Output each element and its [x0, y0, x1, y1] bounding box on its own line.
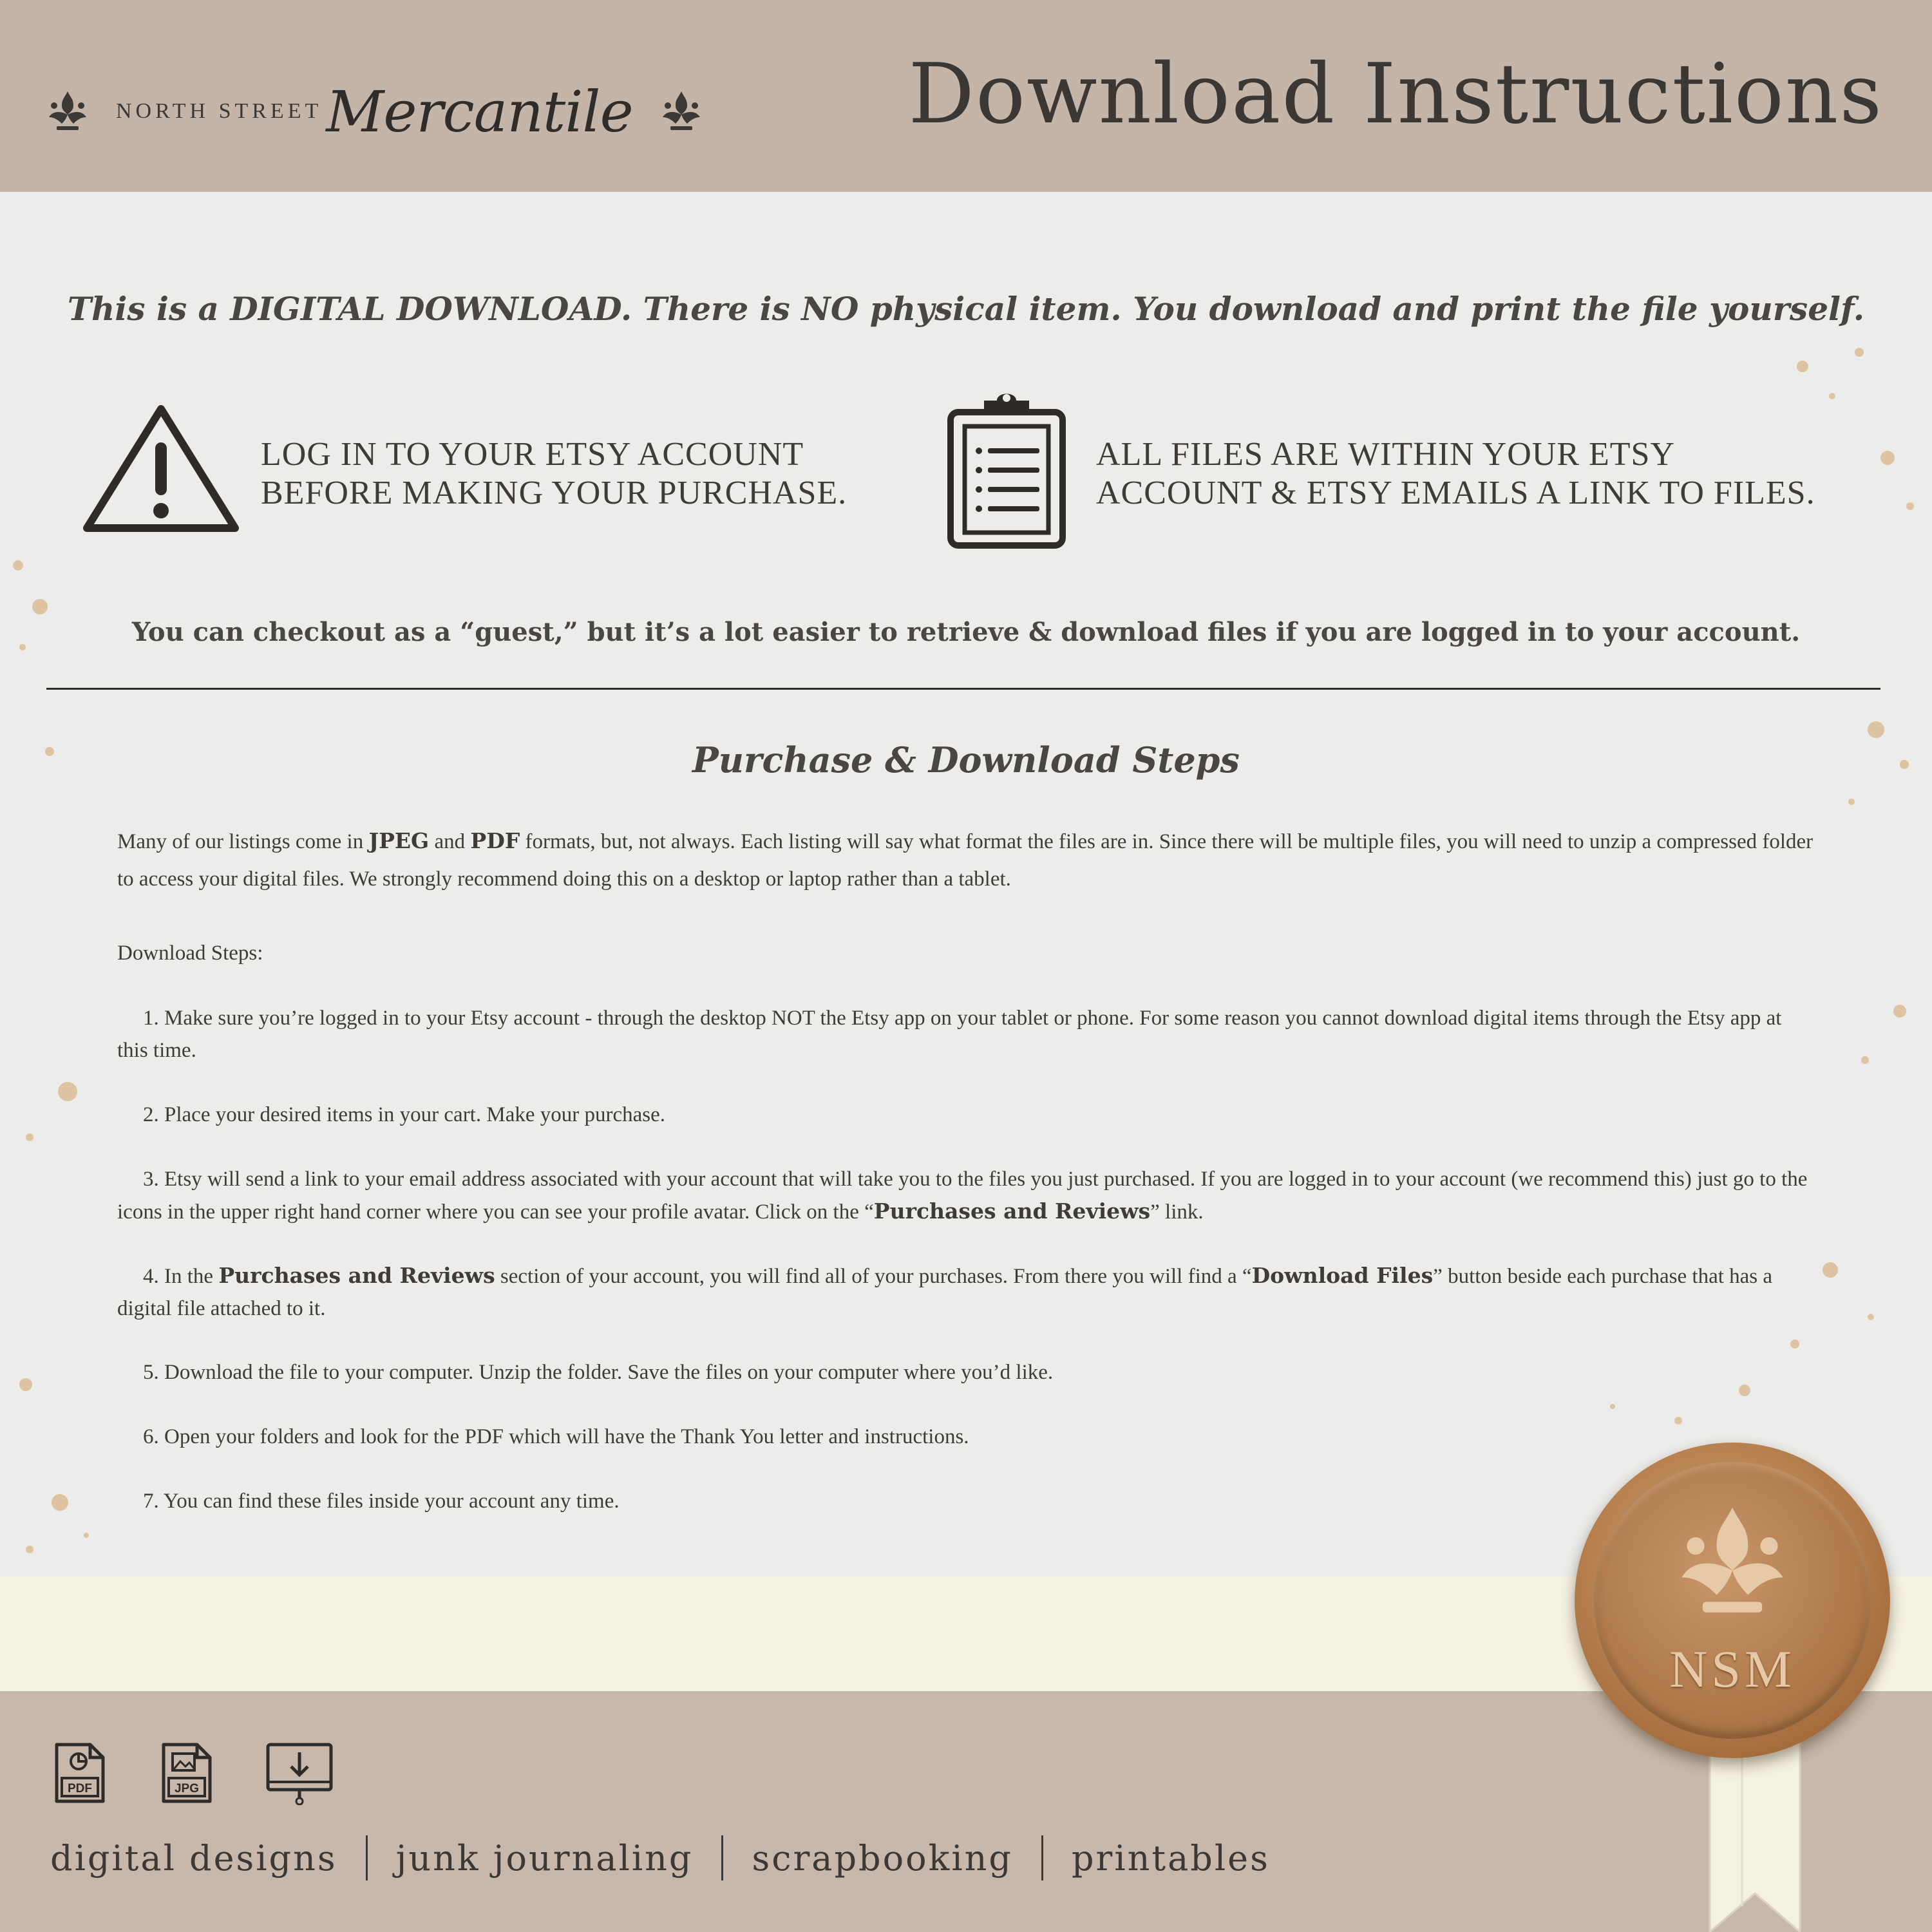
tag-scrapbooking: scrapbooking — [752, 1837, 1013, 1879]
section-title: Purchase & Download Steps — [692, 739, 1240, 781]
steps-label: Download Steps: — [117, 942, 263, 965]
step-2 — [117, 1099, 1817, 1131]
login-line-2: BEFORE MAKING YOUR PURCHASE. — [261, 475, 848, 511]
damask-right-icon — [659, 89, 704, 134]
step-7 — [117, 1485, 1817, 1517]
warning-triangle-icon — [80, 402, 242, 535]
step-1 — [117, 1002, 1817, 1066]
monitor-download-icon — [265, 1742, 334, 1805]
jpg-icon-label: JPG — [174, 1782, 200, 1795]
intro-text-1: Many of our listings come in — [117, 830, 369, 853]
brand-logo — [45, 76, 704, 147]
files-line-2: ACCOUNT & ETSY EMAILS A LINK TO FILES. — [1096, 475, 1815, 511]
step-6 — [117, 1421, 1817, 1453]
step-4-text-3: ” button beside each purchase that has a digital file attached to it. — [117, 1265, 1773, 1320]
tag-digital-designs: digital designs — [50, 1837, 337, 1879]
wax-seal — [1575, 1443, 1890, 1758]
page-title: Download Instructions — [908, 46, 1883, 142]
step-5 — [117, 1356, 1817, 1388]
digital-download-notice: This is a DIGITAL DOWNLOAD. There is NO physical item. You download and print the file yourself. — [67, 290, 1865, 328]
step-3-text-1: 3. Etsy will send a link to your email address associated with your account that will take you to the files you just purchased. If you are logged in to your account (we recommend this) just go to the icons in the upper right hand corner where you can see your profile avatar. Click on the “ — [117, 1168, 1808, 1224]
step-1-text: 1. Make sure you’re logged in to your Etsy account - through the desktop NOT the Etsy app on your tablet or phone. For some reason you cannot download digital items through the Etsy app at this time. — [117, 1007, 1782, 1062]
files-line-1: ALL FILES ARE WITHIN YOUR ETSY — [1096, 436, 1676, 473]
step-4-text-2: section of your account, you will find all of your purchases. From there you will find a “ — [495, 1265, 1252, 1288]
tag-separator — [721, 1835, 723, 1880]
tag-printables: printables — [1071, 1837, 1270, 1879]
step-3 — [117, 1163, 1817, 1228]
brand-name-small: NORTH STREET — [116, 99, 323, 123]
login-instruction — [261, 435, 905, 513]
tag-separator — [366, 1835, 368, 1880]
footer-tagline — [50, 1835, 1270, 1880]
step-4 — [117, 1260, 1817, 1325]
intro-paragraph — [117, 822, 1817, 898]
guest-checkout-note: You can checkout as a “guest,” but it’s a lot easier to retrieve & download files if you are logged in to your account. — [131, 617, 1801, 647]
wax-seal-inner — [1594, 1462, 1871, 1739]
header-band — [0, 0, 1932, 192]
tag-separator — [1041, 1835, 1043, 1880]
pdf-icon-label: PDF — [68, 1782, 92, 1795]
intro-text-2: and — [429, 830, 471, 853]
step-4-bold-1: Purchases and Reviews — [218, 1263, 495, 1288]
step-4-text-1: 4. In the — [143, 1265, 219, 1288]
damask-emblem-icon — [1671, 1501, 1794, 1623]
step-6-text: 6. Open your folders and look for the PDF which will have the Thank You letter and instructions. — [143, 1425, 969, 1448]
step-2-text: 2. Place your desired items in your cart. Make your purchase. — [143, 1103, 665, 1126]
pdf-file-icon — [53, 1742, 107, 1804]
step-3-bold: Purchases and Reviews — [873, 1198, 1151, 1224]
step-5-text: 5. Download the file to your computer. Unzip the folder. Save the files on your computer where you’d like. — [143, 1361, 1054, 1384]
intro-text-3: formats, but, not always. Each listing will say what format the files are in. Since there will be multiple files, you will need to unzip a compressed folder to access your digital files. We strongly recommend doing this on a desktop or laptop rather than a tablet. — [117, 830, 1814, 891]
step-3-text-2: ” link. — [1150, 1200, 1204, 1224]
clipboard-list-icon — [945, 386, 1068, 551]
login-line-1: LOG IN TO YOUR ETSY ACCOUNT — [261, 436, 804, 473]
step-7-text: 7. You can find these files inside your account any time. — [143, 1490, 620, 1513]
jpg-file-icon — [160, 1742, 214, 1804]
intro-jpeg: JPEG — [368, 828, 430, 853]
step-4-bold-2: Download Files — [1251, 1263, 1434, 1288]
brand-name-script: Mercantile — [326, 78, 633, 145]
seal-monogram: NSM — [1669, 1640, 1795, 1698]
damask-left-icon — [45, 89, 90, 134]
tag-junk-journaling: junk journaling — [395, 1837, 694, 1879]
files-location-note — [1096, 435, 1895, 513]
section-divider — [46, 688, 1880, 690]
intro-pdf: PDF — [470, 828, 520, 853]
